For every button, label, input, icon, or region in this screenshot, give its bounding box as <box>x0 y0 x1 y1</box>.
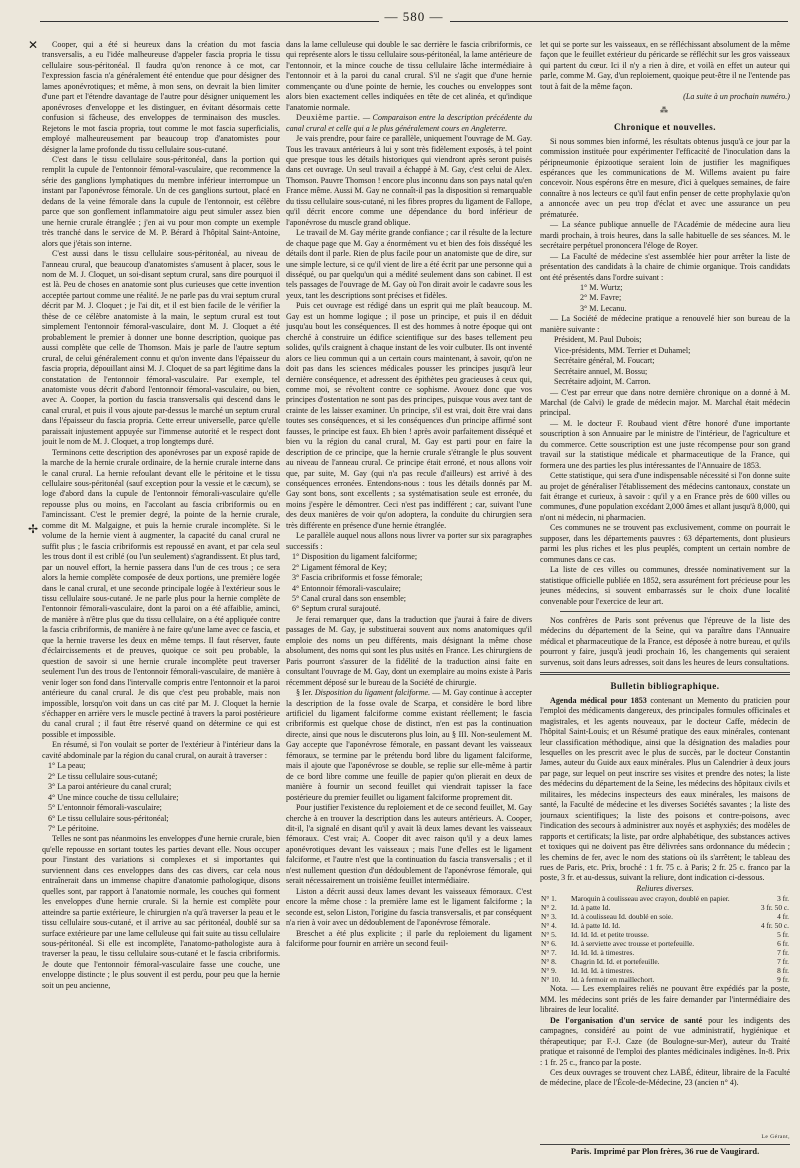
list-item: 2° M. Favre; <box>580 293 622 303</box>
chronique-paragraph: — La séance publique annuelle de l'Académie de médecine aura lieu mardi prochain, à trois heures, dans la salle habituelle de ses séances. M. le secrétaire perpétuel prononcera l'éloge de Royer. <box>540 220 790 251</box>
gerant-label: Le Gérant, <box>761 1134 790 1140</box>
col1-paragraph: Terminons cette description des aponévroses par un exposé rapide de la marche de la hernie crurale ordinaire, de la hernie crurale interne dans le canal crural. La hernie refoulant devant elle le péritoine et le tissu cellulaire sous-péritonéal (sauf exception pour la vessie et le cæcum), se loge d'abord dans la cupule de l'entonnoir fémorali-vasculaire qu'elle repousse plus ou moins, en l'accolant au fascia cribriformis ou en l'amincissant. C'est le premier degré, la pointe de la hernie crurale, comme dit M. Malgaigne, et puis la hernie crurale incomplète. Si le volume de la hernie vient à augmenter, la capacité du canal crural ne suffit plus ; le fascia cribriformis est repoussé en avant, et par cela seul les trous dont il est criblé (ou l'un seulement) s'agrandissent. Et plus tard, par un nouvel effort, la hernie passera dans l'un de ces trous ; ce sera alors la hernie complète composée de deux portions, une première logée dans le canal crural, et une seconde principale logée à l'extérieur sous le tissu cellulaire sous-cutané. Je ne parle plus pour la hernie complète de l'entonnoir fémorali-vasculaire, dont la paroi on a été affaiblie, aminci, de manière à n'être plus que du tissu cellulaire, on a été appliquée contre la fascia cribriformis, de manière à ne faire qu'une lame avec ce fascia, et que la hernie traverse les deux en même temps. Il faut réserver, faute d'éclaircissements et de preuves, quoique ce soit peu probable, la question de savoir si une hernie crurale incomplète peut traverser seulement l'un des trous de l'entonnoir fémorali-vasculaire, de manière à venir loger son fond dans l'intervalle compris entre l'entonnoir et la paroi antérieure du canal crural. Je dis que c'est peu probable, mais non impossible, lorsqu'on voit dans un cas cité par M. J. Cloquet la hernie s'échapper en arrière vers le muscle pectiné à travers la paroi postérieure du canal crural ; il faut être réservé quand on détermine ce qui est possible et impossible. <box>42 447 280 739</box>
list-item: Vice-présidents, MM. Terrier et Duhamel; <box>554 345 691 355</box>
chronique-paragraph: — M. le docteur F. Roubaud vient d'être honoré d'une importante souscription à son Annuaire par le ministre de l'intérieur, de l'agriculture et du commerce. Cette souscription est une juste récompense pour son grand travail sur la statistique médicale et pharmaceutique de la France, qui formera une des parties les plus intéressantes de l'Annuaire de 1853. <box>540 418 790 470</box>
page-header <box>40 9 788 30</box>
column-3 <box>540 40 790 1128</box>
org-text: pour les indigents des campagnes, considéré au point de vue administratif, hygiénique et thérapeutique; par F.-J. Caze (de Boulogne-sur-Mer), auteur du Traité pratique et raisonné de l'emploi des plantes médicinales indigènes. In-8. Prix : 1 fr. 25 c., franco par la poste. <box>540 1015 790 1067</box>
list-item: 5° L'entonnoir fémorali-vasculaire; <box>48 803 162 813</box>
list-item: 2° Le tissu cellulaire sous-cutané; <box>48 771 158 781</box>
reliure-desc: Id. à coulisseau Id. doublé en soie. <box>571 912 674 922</box>
list-item: 3° M. Lecanu. <box>580 303 627 313</box>
reliure-desc: Chagrin Id. Id. et portefeuille. <box>571 957 660 967</box>
col1-paragraph: Cooper, qui a été si heureux dans la création du mot fascia transversalis, a eu l'idée malheureuse d'appeler fascia propria le tissu cellulaire sous-péritonéal. Il faudra qu'on renonce à ce mot, car l'expression fascia n'a généralement été entendue que pour désigner des lames aponévrotiques; et même, à mon sens, on devrait la bien limiter d'une part et l'étendre davantage de l'autre pour désigner uniquement les aponévroses d'enveloppe et les distinguer, en évitant désormais cette confusion si fâcheuse, des enveloppes de terminaison des muscles. Rejetons le mot fascia propria, tout comme le mot fascia superficialis, employé malheureusement par beaucoup trop d'anatomistes pour désigner la lame profonde du tissu cellulaire sous-cutané. <box>42 40 280 154</box>
list-item: Secrétaire général, M. Foucart; <box>554 356 655 366</box>
footer-rule <box>540 1144 790 1145</box>
reliure-price: 6 fr. <box>777 939 789 949</box>
ornament-divider: ⁂ <box>660 105 670 115</box>
reliure-desc: Id. Id. Id. à timestres. <box>571 948 635 958</box>
chronique-paragraph: Cette statistique, qui sera d'une indispensable nécessité si l'on donne suite au projet de généraliser l'établissement des médecins cantonaux, constate un fait étrange et curieux, à savoir : qu'il y a en France près de 600 villes ou communes, d'une population excédant 2,000 âmes et allant jusqu'à 8,000, qui n'ont ni médecin, ni pharmacien. <box>540 471 790 522</box>
chronique-heading: Chronique et nouvelles. <box>613 122 717 133</box>
societe-paragraph: — La Société de médecine pratique a renouvelé hier son bureau de la manière suivante : <box>540 314 790 334</box>
bureau-list <box>540 335 790 387</box>
reliure-price: 7 fr. <box>777 948 789 958</box>
col3-intro: let qui se porte sur les vaisseaux, en se réfléchissant absolument de la même façon que le feuillet extérieur du péricarde se réfléchit sur les gros vaisseaux qui partent du cœur. Ici il n'y a rien à dire, et voilà en effet un auteur qui parle, comme M. Gay, d'un reploiement, quoique peut-être il ne l'entende pas tout à fait de la même façon. <box>540 40 790 91</box>
list-item: 4° Entonnoir fémorali-vasculaire; <box>292 583 401 593</box>
reliures-table <box>540 894 790 984</box>
list-item: 4° Une mince couche de tissu cellulaire; <box>48 792 179 802</box>
reliure-n: N° 4. <box>541 921 557 931</box>
reliure-n: N° 6. <box>541 939 557 949</box>
table-row <box>540 921 790 930</box>
margin-mark-cross: ✕ <box>28 38 39 52</box>
section-1 <box>286 688 532 803</box>
table-row <box>540 957 790 966</box>
list-item: 6° Septum crural surajouté. <box>292 604 381 614</box>
col2-paragraph: Le travail de M. Gay mérite grande confiance ; car il résulte de la lecture de chaque page que M. Gay a énormément vu et bien des fois disséqué les détails dont il parle. Rien de plus facile pour un anatomiste que de dire, sur une simple lecture, si ce qu'il vient de lire a été écrit par une personne qui a disséqué, ou par quelqu'un qui a médité seulement dans son cabinet. Il est tels passages de l'ouvrage de M. Gay où l'on dirait avoir le cadavre sous les yeux, tant les descriptions sont précises et fidèles. <box>286 228 532 300</box>
col2-paragraph: Le parallèle auquel nous allons nous livrer va porter sur six paragraphes successifs : <box>286 531 532 551</box>
col2-paragraph: Pour justifier l'existence du reploiement et de ce second feuillet, M. Gay cherche à en trouver la description dans les auteurs antérieurs. A. Cooper, dit-il, l'a signalé en disant qu'il y avait là deux lames devant les vaisseaux fémoraux. C'est vrai; A. Cooper dit avec raison qu'il y a deux lames aponévrotiques devant les vaisseaux ; mais l'une d'elles est le ligament falciforme, et l'autre n'est que la continuation du fascia transversalis ; et il n'est nullement question d'un dédoublement de l'aponévrose fémorale, qui serait nécessairement un troisième feuillet intermédiaire. <box>286 803 532 886</box>
reliure-n: N° 7. <box>541 948 557 958</box>
reliure-price: 5 fr. <box>777 930 789 940</box>
reliures-heading: Reliures diverses. <box>636 883 694 893</box>
table-row <box>540 975 790 984</box>
part2-label: Deuxième partie. <box>296 113 361 123</box>
bulletin-heading: Bulletin bibliographique. <box>610 681 720 692</box>
col1-paragraph: C'est dans le tissu cellulaire sous-péritonéal, dans la portion qui remplit la cupule de l'entonnoir fémoral-vasculaire, que recommence la série des ganglions lymphatiques du membre inférieur interrompue un instant par l'aponévrose fémorale. Un de ces ganglions surtout, placé en dedans de la veine fémorale dans la cupule de l'entonnoir, est célèbre parce que son gonflement inflammatoire aigu peut simuler assez bien une hernie crurale étranglée ; j'en ai vu pour mon compte un exemple très tranché dans le service de M. P. Bérard à l'hôpital Saint-Antoine, alors que j'étais son interne. <box>42 154 280 248</box>
reliure-price: 9 fr. <box>777 975 789 985</box>
table-row <box>540 948 790 957</box>
part2-heading <box>286 113 532 134</box>
list-item: 5° Canal crural dans son ensemble; <box>292 594 407 604</box>
margin-mark-star: ✢ <box>28 522 39 536</box>
reliure-n: N° 3. <box>541 912 557 922</box>
list-item: Secrétaire annuel, M. Bossu; <box>554 366 648 376</box>
chronique-paragraph: — C'est par erreur que dans notre dernière chronique on a donné à M. Marchal (de Calvi) le grade de médecin major. M. Marchal était médecin principal. <box>540 387 790 418</box>
table-row <box>540 939 790 948</box>
list-item: 1° La peau; <box>48 761 86 771</box>
reliure-n: N° 1. <box>541 894 557 904</box>
reliure-price: 7 fr. <box>777 957 789 967</box>
chronique-paragraph: Si nous sommes bien informé, les résultats obtenus jusqu'à ce jour par la commission instituée pour expérimenter l'efficacité de l'inoculation dans la péripneumonie épizootique seraient loin de justifier les magnifiques espérances que les communications de M. Willems avaient pu faire concevoir. Nous espérons être en mesure, d'ici à quelques semaines, de faire connaître à nos lecteurs ce qu'il faut enfin penser de cette prophylaxie qu'on a annoncée avec un peu trop d'éclat et avec une assurance un peu prématurée. <box>540 136 790 219</box>
notice-paragraph: Nos confrères de Paris sont prévenus que l'épreuve de la liste des médecins du département de la Seine, qui va paraître dans l'Annuaire médical et pharmaceutique de la France, est déposée à notre bureau, et qu'ils pourront y faire, jusqu'à jeudi prochain 16, les changements qui seraient survenus, soit dans leurs adresses, soit dans les heures de leurs consultations. <box>540 616 790 667</box>
list-item: 6° Le tissu cellulaire sous-péritonéal; <box>48 813 169 823</box>
publisher-paragraph: Ces deux ouvrages se trouvent chez LABÉ, éditeur, libraire de la Faculté de médecine, place de l'École-de-Médecine, 23 (ancien n° 4). <box>540 1067 790 1088</box>
list-item: 2° Ligament fémoral de Key; <box>292 562 387 572</box>
part2-title: — Comparaison entre la description précédente du canal crural et celle qui a le plus généralement cours en Angleterre. <box>286 113 532 133</box>
col2-paragraph: Liston a décrit aussi deux lames devant les vaisseaux fémoraux. C'est encore la même chose : la première lame est le ligament falciforme ; la seconde est, selon Liston, l'origine du fascia transversalis, et par conséquent n'a rien à voir avec un dédoublement de l'aponévrose fémorale. <box>286 886 532 928</box>
list-item: 3° La paroi antérieure du canal crural; <box>48 782 172 792</box>
table-row <box>540 912 790 921</box>
col2-paragraph: Breschet a été plus explicite ; il parle du reploiement du ligament falciforme pour fournir en arrière un second feuil- <box>286 928 532 948</box>
to-be-continued: (La suite à un prochain numéro.) <box>683 92 790 102</box>
reliure-desc: Maroquin à coulisseau avec crayon, doublé en papier. <box>571 894 730 904</box>
agenda-text: contenant un Memento du praticien pour l'emploi des médicaments dangereux, des principales formules officinales et magistrales, et les agents nouveaux, par le docteur Caffe, médecin de l'hôpital Saint-Louis; et un Résumé pratique des eaux minérales, contenant leur classification méthodique, ainsi que la désignation des maladies pour lesquelles on les prescrit avec le plus de succès, par le docteur Constantin James, auteur du Guide aux eaux minérales. Plus un Calendrier à deux jours par page, sur lequel on peut inscrire ses visites et prendre des notes; la liste des médecins du département de la Seine, les médecins des hôpitaux civils et militaires, les médecins inspecteurs des eaux minérales, les maisons de santé, la Faculté de médecine et les diverses Sociétés savantes ; la liste des journaux scientifiques; la liste des poisons et contre-poisons, avec l'indication des secours à administrer aux noyés et asphyxiés; des modèles de rapports et certificats; la liste, par ordre alphabétique, des substances actives et toxiques qui ne doivent pas être délivrées sans ordonnance du médecin ; les chemins de fer, avec le nom des stations où ils s'arrêtent; le tableau des rues de Paris, etc. Prix, broché : 1 fr. 75 c. à Paris; 2 fr. 25 c. franco par la poste, 3 fr. et au-dessus, suivant la reliure, dont indication ci-dessous. <box>540 695 790 883</box>
reliure-n: N° 2. <box>541 903 557 913</box>
divider <box>560 611 770 612</box>
list-item: Secrétaire adjoint, M. Carron. <box>554 377 651 387</box>
reliure-price: 3 fr. <box>777 894 789 904</box>
column-2 <box>286 40 532 1130</box>
divider <box>540 672 790 675</box>
org-title: De l'organisation d'un service de santé <box>550 1015 703 1025</box>
list-item: 7° Le péritoine. <box>48 823 99 833</box>
reliure-desc: Id. Id. Id. à timestres. <box>571 966 635 976</box>
table-row <box>540 903 790 912</box>
col2-paragraph: Je ferai remarquer que, dans la traduction que j'aurai à faire de divers passages de M. Gay, je substituerai souvent aux noms anatomiques qu'il emploie des noms un peu différents, mais désignant la même chose absolument, des noms qui sont les plus usités en France. Les chirurgiens de Paris pourront s'assurer de la fidélité de la traduction ainsi faite en consultant l'ouvrage de M. Gay, dont un exemplaire au moins existe à Paris récemment déposé sur le bureau de la Société de chirurgie. <box>286 614 532 687</box>
chronique-paragraph: Ces communes ne se trouvent pas exclusivement, comme on pourrait le supposer, dans les départements pauvres : 63 départements, dont plusieurs parmi les plus riches et les plus peuplés, comptent un certain nombre de communes dans ce cas. <box>540 523 790 564</box>
section-1-label: § Ier. <box>296 688 313 698</box>
reliure-price: 4 fr. 50 c. <box>760 921 789 931</box>
col1-paragraph: En résumé, si l'on voulait se porter de l'extérieur à l'intérieur dans la cavité abdominale par la région du canal crural, on aurait à traverser : <box>42 740 280 760</box>
reliure-n: N° 5. <box>541 930 557 940</box>
col1-paragraph: Telles ne sont pas néanmoins les enveloppes d'une hernie crurale, bien qu'elle repousse en sortant toutes les parties devant elle. Nous occuper pour l'instant des variations si complexes et si importantes qui surviennent dans ces enveloppes dans des cas divers, car cela nous entraînerait dans un immense chapitre d'anatomie pathologique, disons quelles sont, par rapport à l'anatomie normale, les couches qui forment les enveloppes d'une hernie crurale. Si la hernie est complète pour atteindre sa partie extérieure, le chirurgien n'a qu'à traverser la peau et le tissu cellulaire sous-cutané, et il arrive au sac péritonéal, doublé sur sa surface extérieure par une lame celluleuse qui fait suite au tissu cellulaire sous-péritonéal. Si elle est incomplète, l'anatomo-pathologiste aura à traverser la peau, le tissu cellulaire sous-cutané et le fascia cribriformis. Je doute que l'entonnoir fémoral-vasculaire fasse une couche, une enveloppe distincte ; le plus souvent il est perdu, pour peu que la hernie soit un peu ancienne, <box>42 834 280 990</box>
col2-paragraph: Je vais prendre, pour faire ce parallèle, uniquement l'ouvrage de M. Gay. Tous les travaux antérieurs à lui y sont très fidèlement exposés, à tel point que presque tous les détails historiques qui viendront après seront puisés dans cet ouvrage. Un seul travail a échappé à M. Gay, c'est celui de Alex. Thomson. Pauvre Thomson ! encore plus inconnu dans son pays natal qu'en France même. Aussi M. Gay ne connaît-il pas la disposition si remarquable du tissu cellulaire sous-cutané, ni les fibres propres du ligament de Fallope, qu'il décrit encore comme une dépendance du bord inférieur de l'aponévrose du muscle grand oblique. <box>286 134 532 227</box>
page-number: — 580 — <box>379 9 450 24</box>
reliure-n: N° 9. <box>541 966 557 976</box>
reliure-desc: Id. à fermoir en maillechort. <box>571 975 655 985</box>
reliure-n: N° 10. <box>541 975 561 985</box>
nota-paragraph: Nota. — Les exemplaires reliés ne pouvant être expédiés par la poste, MM. les médecins sont priés de les faire demander par l'intermédiaire des libraires de leur localité. <box>540 984 790 1015</box>
reliure-desc: Id. à patte Id. Id. <box>571 921 621 931</box>
reliure-price: 8 fr. <box>777 966 789 976</box>
list-item: 1° M. Wurtz; <box>580 282 623 292</box>
list-item: Président, M. Paul Dubois; <box>554 335 642 345</box>
agenda-title: Agenda médical pour 1853 <box>550 695 647 705</box>
list-item: 1° Disposition du ligament falciforme; <box>292 552 418 562</box>
section-1-text: — M. Gay continue à accepter la description de la fosse ovale de Scarpa, et considère le bord libre artificiel du ligament falciforme comme existant réellement; le fascia cribriformis est quelque chose de distinct, n'en est pas la continuation directe, ainsi que nous le discuterons plus loin, au § III. Non-seulement M. Gay accepte que l'aponévrose fémorale, en passant devant les vaisseaux fémoraux, se termine par le prétendu bord libre du ligament falciforme, mais il ajoute que l'aponévrose se double, se replie sur elle-même à partir de ce bord libre comme une feuille de papier qu'on plierait en deux de manière à fournir un second feuillet qui viendrait tapisser la face postérieure du premier feuillet ou ligament falciforme proprement dit. <box>286 688 532 802</box>
col1-paragraph: C'est aussi dans le tissu cellulaire sous-péritonéal, au niveau de l'anneau crural, que beaucoup d'anatomistes s'amusent à placer, sous le nom de M. J. Cloquet, un soi-disant septum crural, sans dire pourquoi il est là. Peu de choses en anatomie sont plus curieuses que cette invention acceptée partout comme une réalité. Je ne parle pas du vrai septum crural décrit par M. J. Cloquet ; je l'ai dit, et il est bien facile de le vérifier la thèse de ce célèbre anatomiste à la main, le septum crural est tout simplement l'entonnoir fémoral-vasculaire, dont M. J. Cloquet a été probablement le premier à donner une bonne description, quoique pas aussi complète que celle de Thomson. Mais je parle de l'autre septum crural, de celui généralement connu et qu'on invente dans l'épaisseur du fascia propria, dépouillant ainsi M. J. Cloquet de sa part légitime dans la constatation de l'entonnoir fémoral-vasculaire. Par exemple, tel anatomiste vous décrit d'abord l'entonnoir fémoral-vasculaire, ou bien, avec A. Cooper, la portion du fascia transversalis qui descend dans le canal crural, et puis il vous ajoute par-dessus le marché un septum crural dans l'épaisseur du fascia propria. Cette erreur universelle, parce qu'elle paraissait injustement appuyée sur l'immense autorité et le respect dont jouit le nom de M. J. Cloquet, a trop longtemps duré. <box>42 249 280 447</box>
reliure-price: 3 fr. 50 c. <box>760 903 789 913</box>
reliure-price: 4 fr. <box>777 912 789 922</box>
reliure-desc: Id. à patte Id. <box>571 903 611 913</box>
reliure-desc: Id. Id. Id. et petite trousse. <box>571 930 649 940</box>
table-row <box>540 966 790 975</box>
table-row <box>540 894 790 903</box>
reliure-desc: Id. à serviette avec trousse et portefeuille. <box>571 939 695 949</box>
chronique-paragraph: — La Faculté de médecine s'est assemblée hier pour arrêter la liste de présentation des candidats à la chaire de chimie organique. Trois candidats ont été présentés dans l'ordre suivant : <box>540 251 790 282</box>
org-paragraph <box>540 1016 790 1068</box>
chronique-paragraph: La liste de ces villes ou communes, dressée nominativement sur la statistique officielle publiée en 1852, sera assurément fort précieuse pour les jeunes médecins, si souvent embarrassés sur le choix d'une localité convenable pour l'exercice de leur art. <box>540 565 790 606</box>
imprint: Paris. Imprimé par Plon frères, 36 rue de Vaugirard. <box>570 1147 760 1157</box>
candidates-list <box>540 283 790 314</box>
list-item: 3° Fascia cribriformis et fosse fémorale; <box>292 573 423 583</box>
col2-intro: dans la lame celluleuse qui double le sac derrière le fascia cribriformis, ce qui représente alors le tissu cellulaire sous-péritonéal, la lame antérieure de l'entonnoir, et la mince couche de tissu cellulaire lâche intermédiaire à l'entonnoir et à la paroi du canal crural. S'il ne s'agit que d'une hernie commençante ou d'une pointe de hernie, les couches ou enveloppes sont alors bien exactement celles indiquées en tête de cet alinéa, et qu'indique l'anatomie normale. <box>286 40 532 112</box>
table-row <box>540 930 790 939</box>
agenda-paragraph <box>540 696 790 884</box>
section-1-title: Disposition du ligament falciforme. <box>314 688 431 698</box>
column-1 <box>42 40 280 1130</box>
col2-paragraph: Puis cet ouvrage est rédigé dans un esprit qui me plaît beaucoup. M. Gay est un homme logique ; il pose un principe, et puis il en déduit jusqu'au bout les conséquences. Il est des hommes à notre époque qui ont cherché à construire un édifice scientifique sur des bases tellement peu solides, qu'ils craignent à chaque instant de les voir culbuter. Ils ont inventé alors ce lieu commun qui a un certain cours maintenant, à savoir, qu'on ne doit pas dans les sciences médicales pousser les principes jusqu'à leur dernière conséquence, et adressent des épithètes peu gracieuses à ceux qui, comme moi, se révoltent contre ce sophisme. Avouez donc que vos principes d'ostentation ne sont pas des principes, puisque vous avez tant de crainte de les laisser examiner. Un principe, s'il est vrai, doit être vrai dans toutes ses conséquences, et si les conséquences d'un principe affirmé sont fausses, le principe est faux. Eh bien ! après avoir parfaitement disséqué et bien vu la région du canal crural, M. Gay est parti pour en faire la description de ce principe, que la hernie crurale s'étrangle le plus souvent au niveau de l'anneau crural. Ce principe était erroné, et nous allons voir que, par suite, M. Gay (qui n'a pas recule d'ailleurs) est arrivé à des conséquences erronées. Entendons-nous : tous les détails donnés par M. Gay sont bons, sont excellents ; sa systématisation seule est erronée, du moins j'espère le démontrer. Ceci n'est pas indifférent ; car, suivant l'une des deux manières de voir qu'on adoptera, la conduite du chirurgien sera très différente en présence d'une hernie étranglée. <box>286 301 532 530</box>
footer <box>540 1132 790 1158</box>
col1-list <box>42 761 280 834</box>
col2-list <box>286 552 532 615</box>
reliure-n: N° 8. <box>541 957 557 967</box>
